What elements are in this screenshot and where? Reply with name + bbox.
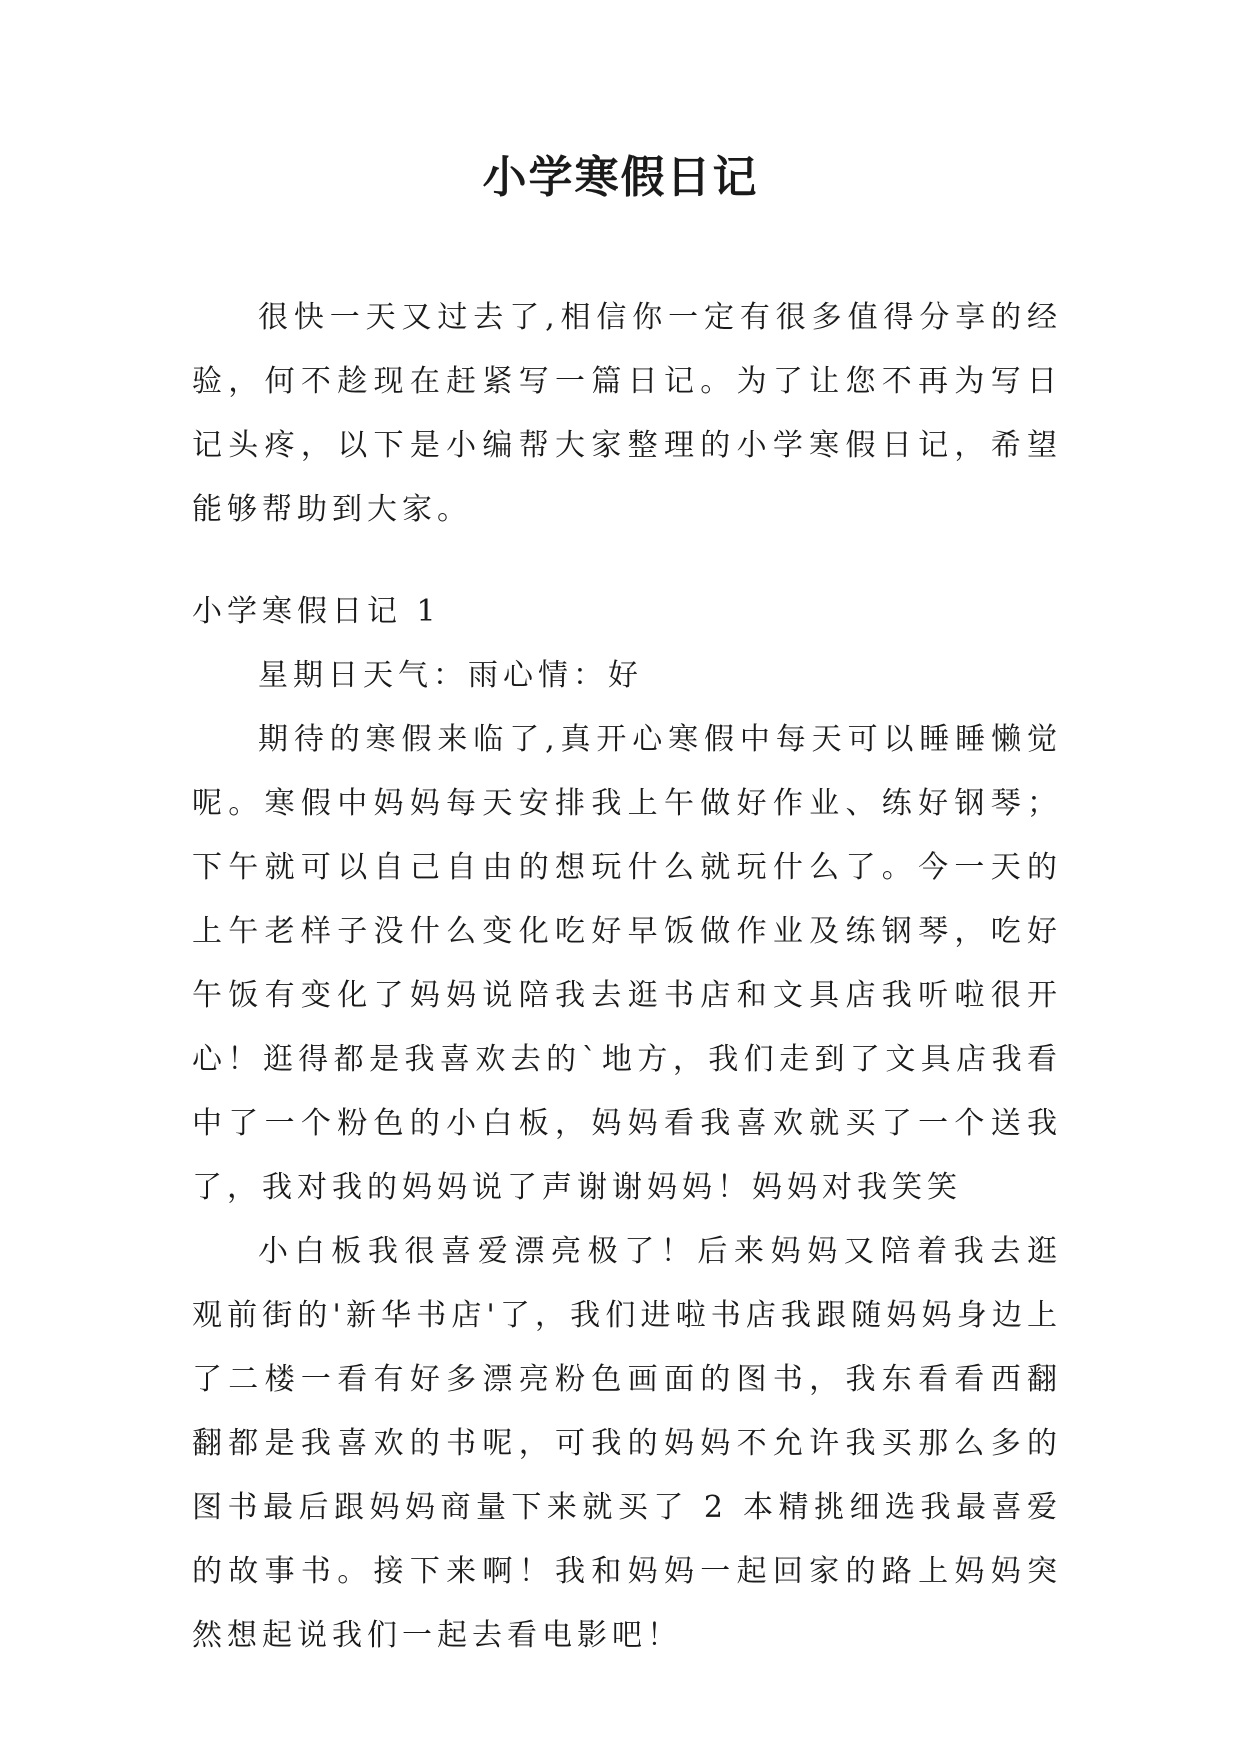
section-heading: 小学寒假日记 1: [192, 594, 441, 629]
diary-section-1: [192, 580, 1062, 1668]
diary-paragraph: 小白板我很喜爱漂亮极了！后来妈妈又陪着我去逛观前街的'新华书店'了，我们进啦书店我跟随妈妈身边上了二楼一看有好多漂亮粉色画面的图书，我东看看西翻翻都是我喜欢的书呢，可我的妈妈不允许我买那么多的图书最后跟妈妈商量下来就买了 2 本精挑细选我最喜爱的故事书。接下来啊！我和妈妈一起回家的路上妈妈突然想起说我们一起去看电影吧！: [192, 1234, 1062, 1653]
intro-paragraph: 很快一天又过去了,相信你一定有很多值得分享的经验，何不趁现在赶紧写一篇日记。为了让您不再为写日记头疼，以下是小编帮大家整理的小学寒假日记，希望能够帮助到大家。: [192, 300, 1062, 527]
weather-mood-line: 星期日天气：雨心情：好: [258, 658, 643, 693]
document-title: 小学寒假日记: [482, 152, 759, 203]
diary-paragraph: 期待的寒假来临了,真开心寒假中每天可以睡睡懒觉呢。寒假中妈妈每天安排我上午做好作业、练好钢琴；下午就可以自己自由的想玩什么就玩什么了。今一天的上午老样子没什么变化吃好早饭做作业及练钢琴，吃好午饭有变化了妈妈说陪我去逛书店和文具店我听啦很开心！逛得都是我喜欢去的`地方，我们走到了文具店我看中了一个粉色的小白板，妈妈看我喜欢就买了一个送我了，我对我的妈妈说了声谢谢妈妈！妈妈对我笑笑: [192, 722, 1062, 1205]
